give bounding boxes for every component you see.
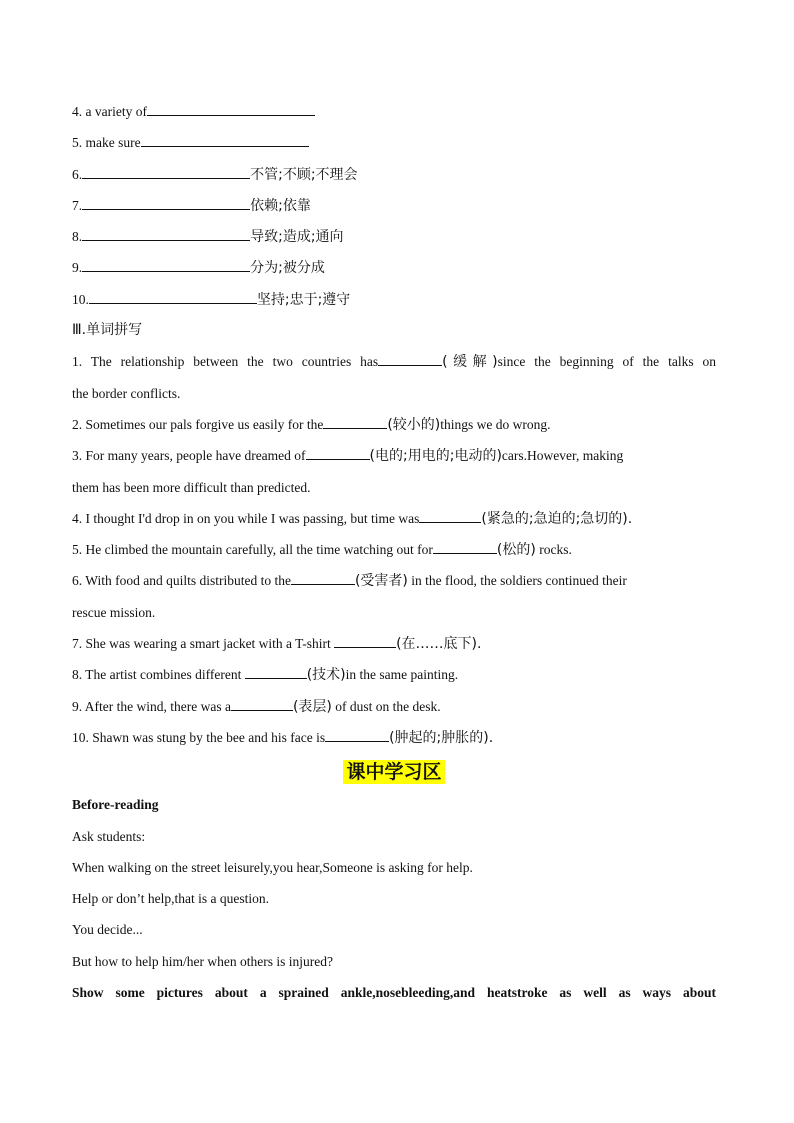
- spelling-item-10: [72, 722, 716, 753]
- sentence-text: 2. Sometimes our pals forgive us easily for the: [72, 416, 324, 432]
- spelling-item-5: [72, 534, 716, 565]
- section-heading-spelling: Ⅲ.单词拼写: [72, 322, 143, 339]
- sentence-text: 5. He climbed the mountain carefully, all the time watching out for: [72, 542, 433, 558]
- sentence-text: 7. She was wearing a smart jacket with a T-shirt: [72, 636, 331, 652]
- item-number: 8.: [72, 229, 83, 245]
- answer-blank[interactable]: [291, 571, 355, 585]
- spelling-item-1: [72, 346, 716, 377]
- item-number: 9.: [72, 260, 83, 276]
- sentence-text: them has been more difficult than predicted.: [72, 479, 311, 495]
- phrase-number: 4.: [72, 104, 83, 119]
- answer-blank[interactable]: [231, 697, 293, 711]
- sentence-text: in the same painting.: [345, 667, 459, 683]
- phrase-item-4: [72, 96, 716, 127]
- chinese-hint: (技术): [306, 667, 346, 684]
- before-reading-title: Before-reading: [72, 797, 159, 813]
- before-reading-line: You decide...: [72, 922, 143, 938]
- sentence-text: things we do wrong.: [440, 416, 551, 432]
- spelling-item-2: [72, 409, 716, 440]
- worksheet-content: [72, 96, 716, 1008]
- sentence-text: of dust on the desk.: [335, 698, 441, 714]
- chinese-meaning: 坚持;忠于;遵守: [256, 291, 351, 308]
- translation-item-7: [72, 190, 716, 221]
- sentence-text: the border conflicts.: [72, 385, 181, 401]
- item-number: 7.: [72, 197, 83, 213]
- sentence-text: 3. For many years, people have dreamed of: [72, 448, 306, 464]
- sentence-text: 6. With food and quilts distributed to the: [72, 573, 291, 589]
- before-reading-line: When walking on the street leisurely,you hear,Someone is asking for help.: [72, 859, 473, 875]
- spelling-item-6: [72, 565, 716, 596]
- before-reading-line: But how to help him/her when others is injured?: [72, 953, 333, 969]
- translation-item-8: [72, 221, 716, 252]
- translation-item-6: [72, 159, 716, 190]
- answer-blank[interactable]: [82, 258, 250, 272]
- sentence-text: in the flood, the soldiers continued their: [411, 573, 627, 589]
- sentence-text: 9. After the wind, there was a: [72, 698, 231, 714]
- answer-blank[interactable]: [82, 227, 250, 241]
- chinese-hint: (较小的): [387, 416, 441, 433]
- chinese-hint: (肿起的;肿胀的).: [389, 729, 494, 746]
- sentence-text: 1. The relationship between the two countries has: [72, 354, 379, 370]
- chinese-meaning: 依赖;依靠: [250, 197, 311, 214]
- chinese-hint: (松的): [496, 542, 536, 559]
- before-reading-instruction: Show some pictures about a sprained ankle,nosebleeding,and heatstroke as well as ways about: [72, 985, 716, 1001]
- spelling-item-9: [72, 691, 716, 722]
- answer-blank[interactable]: [245, 665, 307, 679]
- chinese-hint: (受害者): [354, 573, 408, 590]
- answer-blank[interactable]: [419, 509, 481, 523]
- sentence-text: since the beginning of the talks on: [497, 354, 716, 370]
- chinese-hint: (在……底下).: [396, 636, 482, 653]
- answer-blank[interactable]: [334, 634, 396, 648]
- sentence-text: 4. I thought I'd drop in on you while I was passing, but time was: [72, 510, 420, 526]
- chinese-meaning: 分为;被分成: [250, 260, 325, 277]
- answer-blank[interactable]: [147, 102, 315, 116]
- spelling-item-3-cont: [72, 472, 716, 503]
- chinese-hint: (紧急的;急迫的;急切的).: [481, 510, 633, 527]
- answer-blank[interactable]: [141, 133, 309, 147]
- sentence-text: 8. The artist combines different: [72, 667, 242, 683]
- item-number: 10.: [72, 291, 89, 307]
- sentence-text: rescue mission.: [72, 604, 156, 620]
- translation-item-9: [72, 252, 716, 283]
- answer-blank[interactable]: [325, 728, 389, 742]
- answer-blank[interactable]: [433, 540, 497, 554]
- sentence-text: rocks.: [539, 542, 572, 558]
- item-number: 6.: [72, 166, 83, 182]
- chinese-hint: (表层): [292, 698, 332, 715]
- chinese-meaning: 导致;造成;通向: [250, 229, 344, 246]
- spelling-item-4: [72, 503, 716, 534]
- chinese-meaning: 不管;不顾;不理会: [250, 166, 358, 183]
- sentence-text: 10. Shawn was stung by the bee and his face is: [72, 729, 326, 745]
- phrase-text: make sure: [85, 135, 141, 151]
- answer-blank[interactable]: [378, 352, 442, 366]
- spelling-item-1-cont: [72, 378, 716, 409]
- translation-item-10: [72, 284, 716, 315]
- sentence-text: cars.However, making: [501, 448, 624, 464]
- phrase-item-5: [72, 127, 716, 158]
- before-reading-line: Help or don’t help,that is a question.: [72, 891, 269, 907]
- spelling-item-8: [72, 659, 716, 690]
- answer-blank[interactable]: [82, 196, 250, 210]
- chinese-hint: (缓解): [442, 354, 498, 371]
- spelling-item-7: [72, 628, 716, 659]
- answer-blank[interactable]: [306, 446, 370, 460]
- chinese-hint: (电的;用电的;电动的): [369, 448, 502, 465]
- class-learning-heading: 课中学习区: [343, 760, 444, 784]
- spelling-item-6-cont: [72, 597, 716, 628]
- answer-blank[interactable]: [82, 165, 250, 179]
- class-learning-heading-row: [72, 755, 716, 789]
- spelling-item-3: [72, 440, 716, 471]
- answer-blank[interactable]: [323, 415, 387, 429]
- answer-blank[interactable]: [89, 290, 257, 304]
- before-reading-line: Ask students:: [72, 828, 146, 844]
- phrase-text: a variety of: [85, 104, 147, 119]
- phrase-number: 5.: [72, 135, 83, 151]
